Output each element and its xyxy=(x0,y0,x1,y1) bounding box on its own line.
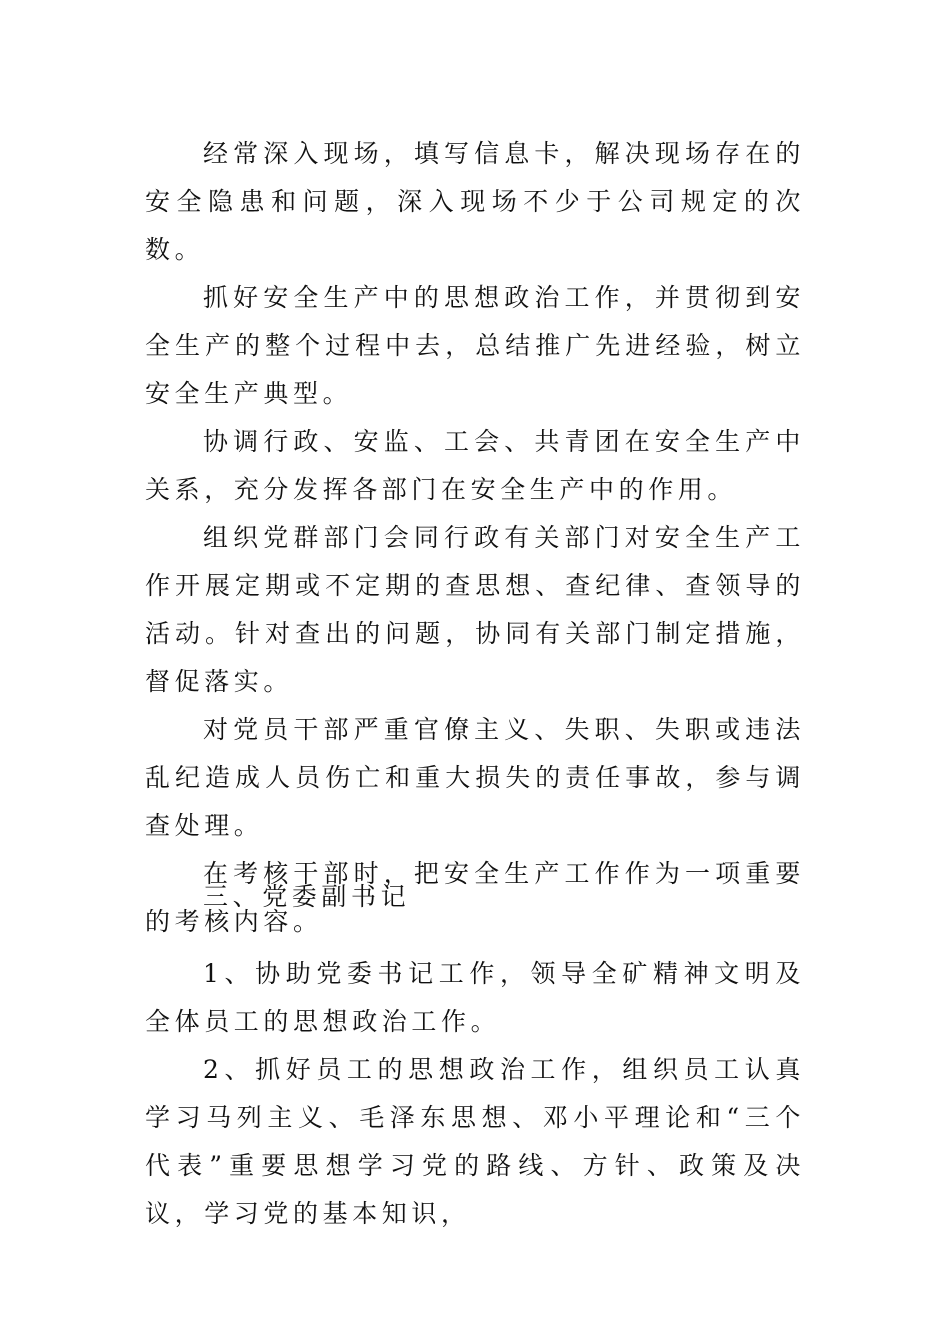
paragraph-cadre-assessment: 在考核干部时，把安全生产工作作为一项重要的考核内容。 xyxy=(145,859,805,936)
paragraph-inspection-activities: 组织党群部门会同行政有关部门对安全生产工作开展定期或不定期的查思想、查纪律、查领导的活动。针对查出的问题，协同有关部门制定措施，督促落实。 xyxy=(145,523,805,696)
paragraph-ideological-work: 抓好安全生产中的思想政治工作，并贯彻到安全生产的整个过程中去，总结推广先进经验，树立安全生产典型。 xyxy=(145,283,805,408)
section-a-body xyxy=(145,130,805,946)
section-heading: 三、党委副书记 xyxy=(203,882,411,911)
section-b-body xyxy=(145,950,805,1238)
paragraph-coordination: 协调行政、安监、工会、共青团在安全生产中关系，充分发挥各部门在安全生产中的作用。 xyxy=(145,427,805,504)
paragraph-site-inspection: 经常深入现场，填写信息卡，解决现场存在的安全隐患和问题，深入现场不少于公司规定的次数。 xyxy=(145,139,805,264)
paragraph-item-2: 2、抓好员工的思想政治工作，组织员工认真学习马列主义、毛泽东思想、邓小平理论和“三个代表”重要思想学习党的路线、方针、政策及决议，学习党的基本知识， xyxy=(145,1055,805,1228)
paragraph-accident-investigation: 对党员干部严重官僚主义、失职、失职或违法乱纪造成人员伤亡和重大损失的责任事故，参与调查处理。 xyxy=(145,715,805,840)
paragraph-item-1: 1、协助党委书记工作，领导全矿精神文明及全体员工的思想政治工作。 xyxy=(145,959,805,1036)
